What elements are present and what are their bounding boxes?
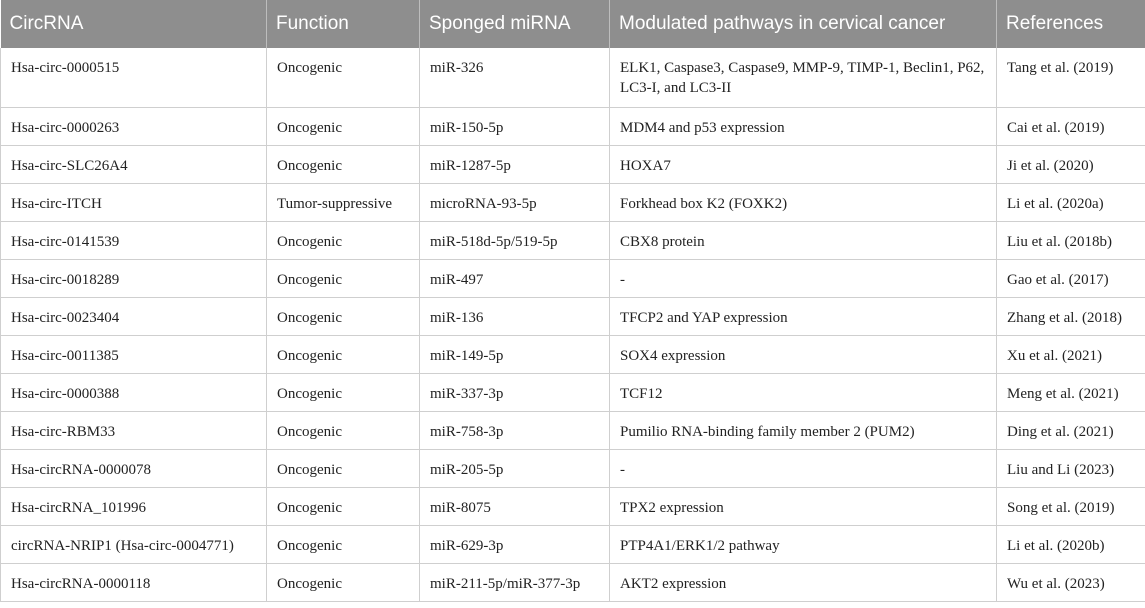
cell-sponged-mirna: miR-211-5p/miR-377-3p [420,563,610,601]
cell-circrna: Hsa-circ-0023404 [1,297,267,335]
cell-function: Oncogenic [267,563,420,601]
cell-sponged-mirna: miR-1287-5p [420,145,610,183]
cell-sponged-mirna: miR-337-3p [420,373,610,411]
cell-sponged-mirna: miR-150-5p [420,107,610,145]
cell-sponged-mirna: miR-205-5p [420,449,610,487]
cell-sponged-mirna: miR-8075 [420,487,610,525]
cell-circrna: Hsa-circ-0011385 [1,335,267,373]
table-row [1,221,1145,259]
cell-sponged-mirna: miR-149-5p [420,335,610,373]
cell-pathways: TFCP2 and YAP expression [610,297,997,335]
table-row [1,525,1145,563]
cell-reference: Zhang et al. (2018) [997,297,1145,335]
cell-sponged-mirna: miR-136 [420,297,610,335]
cell-function: Oncogenic [267,335,420,373]
cell-reference: Liu et al. (2018b) [997,221,1145,259]
cell-function: Tumor-suppressive [267,183,420,221]
cell-circrna: Hsa-circ-SLC26A4 [1,145,267,183]
table-row [1,297,1145,335]
header-function: Function [267,0,420,48]
cell-reference: Tang et al. (2019) [997,48,1145,107]
cell-circrna: Hsa-circRNA-0000118 [1,563,267,601]
cell-reference: Song et al. (2019) [997,487,1145,525]
cell-reference: Wu et al. (2023) [997,563,1145,601]
table-row [1,259,1145,297]
table-row [1,373,1145,411]
cell-reference: Cai et al. (2019) [997,107,1145,145]
cell-function: Oncogenic [267,525,420,563]
table-body [1,48,1145,601]
header-row [1,0,1145,48]
cell-circrna: Hsa-circ-RBM33 [1,411,267,449]
cell-function: Oncogenic [267,411,420,449]
cell-sponged-mirna: microRNA-93-5p [420,183,610,221]
cell-sponged-mirna: miR-518d-5p/519-5p [420,221,610,259]
cell-circrna: Hsa-circ-0000388 [1,373,267,411]
cell-pathways: AKT2 expression [610,563,997,601]
cell-function: Oncogenic [267,373,420,411]
table-row [1,145,1145,183]
cell-reference: Ding et al. (2021) [997,411,1145,449]
cell-function: Oncogenic [267,48,420,107]
table-row [1,48,1145,107]
cell-pathways: SOX4 expression [610,335,997,373]
cell-circrna: Hsa-circRNA-0000078 [1,449,267,487]
cell-circrna: Hsa-circ-ITCH [1,183,267,221]
cell-function: Oncogenic [267,297,420,335]
cell-pathways: ELK1, Caspase3, Caspase9, MMP-9, TIMP-1, Beclin1, P62, LC3-I, and LC3-II [610,48,997,107]
cell-reference: Gao et al. (2017) [997,259,1145,297]
cell-function: Oncogenic [267,449,420,487]
cell-reference: Li et al. (2020a) [997,183,1145,221]
cell-function: Oncogenic [267,259,420,297]
cell-sponged-mirna: miR-758-3p [420,411,610,449]
cell-pathways: TPX2 expression [610,487,997,525]
cell-reference: Meng et al. (2021) [997,373,1145,411]
cell-circrna: Hsa-circ-0000515 [1,48,267,107]
table-row [1,335,1145,373]
table-row [1,107,1145,145]
header-circrna: CircRNA [1,0,267,48]
cell-reference: Xu et al. (2021) [997,335,1145,373]
cell-circrna: Hsa-circRNA_101996 [1,487,267,525]
cell-function: Oncogenic [267,487,420,525]
cell-function: Oncogenic [267,221,420,259]
cell-function: Oncogenic [267,145,420,183]
cell-sponged-mirna: miR-497 [420,259,610,297]
cell-sponged-mirna: miR-629-3p [420,525,610,563]
cell-circrna: Hsa-circ-0000263 [1,107,267,145]
header-references: References [997,0,1145,48]
header-pathways: Modulated pathways in cervical cancer [610,0,997,48]
cell-pathways: Forkhead box K2 (FOXK2) [610,183,997,221]
table-header [1,0,1145,48]
header-sponged-mirna: Sponged miRNA [420,0,610,48]
cell-reference: Ji et al. (2020) [997,145,1145,183]
cell-pathways: MDM4 and p53 expression [610,107,997,145]
table-row [1,183,1145,221]
cell-pathways: TCF12 [610,373,997,411]
cell-reference: Liu and Li (2023) [997,449,1145,487]
table-row [1,449,1145,487]
cell-circrna: circRNA-NRIP1 (Hsa-circ-0004771) [1,525,267,563]
cell-pathways: CBX8 protein [610,221,997,259]
cell-circrna: Hsa-circ-0141539 [1,221,267,259]
cell-sponged-mirna: miR-326 [420,48,610,107]
table-row [1,487,1145,525]
cell-reference: Li et al. (2020b) [997,525,1145,563]
cell-pathways: Pumilio RNA-binding family member 2 (PUM2) [610,411,997,449]
cell-pathways: PTP4A1/ERK1/2 pathway [610,525,997,563]
cell-circrna: Hsa-circ-0018289 [1,259,267,297]
cell-function: Oncogenic [267,107,420,145]
cell-pathways: - [610,259,997,297]
cell-pathways: - [610,449,997,487]
table-row [1,411,1145,449]
table-row [1,563,1145,601]
cell-pathways: HOXA7 [610,145,997,183]
